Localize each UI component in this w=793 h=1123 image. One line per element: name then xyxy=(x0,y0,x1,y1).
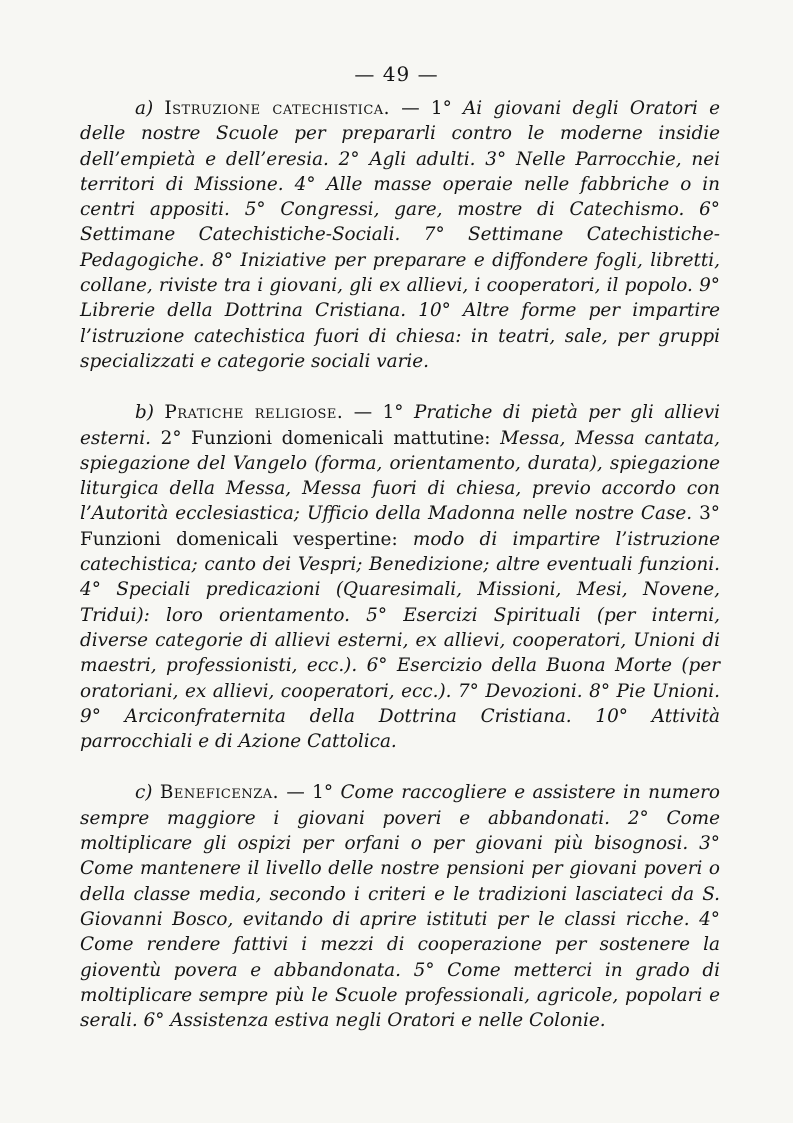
section-b-text-4: 3° Funzioni domenicali vespertine: xyxy=(80,503,720,550)
section-c-text: Come raccogliere e assistere in numero sempre maggiore i giovani poveri e abbandonati. 2° Come moltiplicare gli ospizi per orfani o per giovani più bisognosi. 3° Come mantenere il livello delle nostre pensioni per giovani poveri o della classe media, secondo i criteri e le tradizioni lasciateci da S. Giovanni Bosco, evitando di aprire istituti per le classi ricche. 4° Come rendere fattivi i mezzi di cooperazione per sostenere la gioventù povera e abbandonata. 5° Come metterci in grado di moltiplicare sempre più le Scuole professionali, agricole, popolari e serali. 6° Assistenza estiva negli Oratori e nelle Colonie. xyxy=(80,782,720,1032)
page-number: — 49 — xyxy=(354,62,439,86)
section-a-text: Ai giovani degli Oratori e delle nostre Scuole per prepararli contro le moderne insidie dell’empietà e dell’eresia. 2° Agli adulti. 3° Nelle Parrocchie, nei territori di Missione. 4° Alle masse operaie nelle fabbriche o in centri appositi. 5° Congressi, gare, mostre di Catechismo. 6° Settimane Catechistiche-Sociali. 7° Settimane Catechistiche-Pedagogiche. 8° Iniziative per preparare e diffondere fogli, libretti, collane, riviste tra i giovani, gli ex allievi, i cooperatori, il popolo. 9° Librerie della Dottrina Cristiana. 10° Altre forme per impartire l’istruzione catechistica fuori di chiesa: in teatri, sale, per gruppi specializzati e categorie sociali varie. xyxy=(80,98,720,372)
section-b-heading: Pratiche religiose. xyxy=(164,402,344,424)
section-b-dash: — 1° xyxy=(353,402,404,424)
section-b-text-3: Messa, Messa cantata, spiegazione del Vangelo (forma, orientamento, durata), spiegazione liturgica della Messa, Messa fuori di chiesa, previo accordo con l’Autorità ecclesiastica; Ufficio della Madonna nelle nostre Case. xyxy=(80,427,720,525)
section-b-text-2: 2° Funzioni domenicali mattutine: xyxy=(160,427,491,449)
section-b-text-5: modo di impartire l’istruzione catechistica; canto dei Vespri; Benedizione; altre eventuali funzioni. 4° Speciali predicazioni (Quaresimali, Missioni, Mesi, Novene, Tridui): loro orientamento. 5° Esercizi Spirituali (per interni, diverse categorie di allievi esterni, ex allievi, cooperatori, Unioni di maestri, professionisti, ecc.). 6° Esercizio della Buona Morte (per oratoriani, ex allievi, cooperatori, ecc.). 7° Devozioni. 8° Pie Unioni. 9° Arciconfraternita della Dottrina Cristiana. 10° Attività parrocchiali e di Azione Cattolica. xyxy=(80,528,720,753)
section-beneficenza xyxy=(80,780,720,1033)
section-pratiche-religiose xyxy=(80,400,720,754)
page-body xyxy=(80,96,720,1033)
section-a-heading: Istruzione catechistica. xyxy=(164,98,390,119)
section-b-letter: b) xyxy=(135,402,154,424)
section-c-heading: Beneficenza. xyxy=(159,782,279,804)
section-a-dash: — 1° xyxy=(401,98,452,119)
section-a-letter: a) xyxy=(135,98,154,119)
section-b-text-1: Pratiche di pietà per gli allievi esterni. xyxy=(80,402,720,449)
section-istruzione-catechistica xyxy=(80,96,720,374)
section-c-dash: — 1° xyxy=(286,782,334,804)
section-c-letter: c) xyxy=(135,782,153,804)
